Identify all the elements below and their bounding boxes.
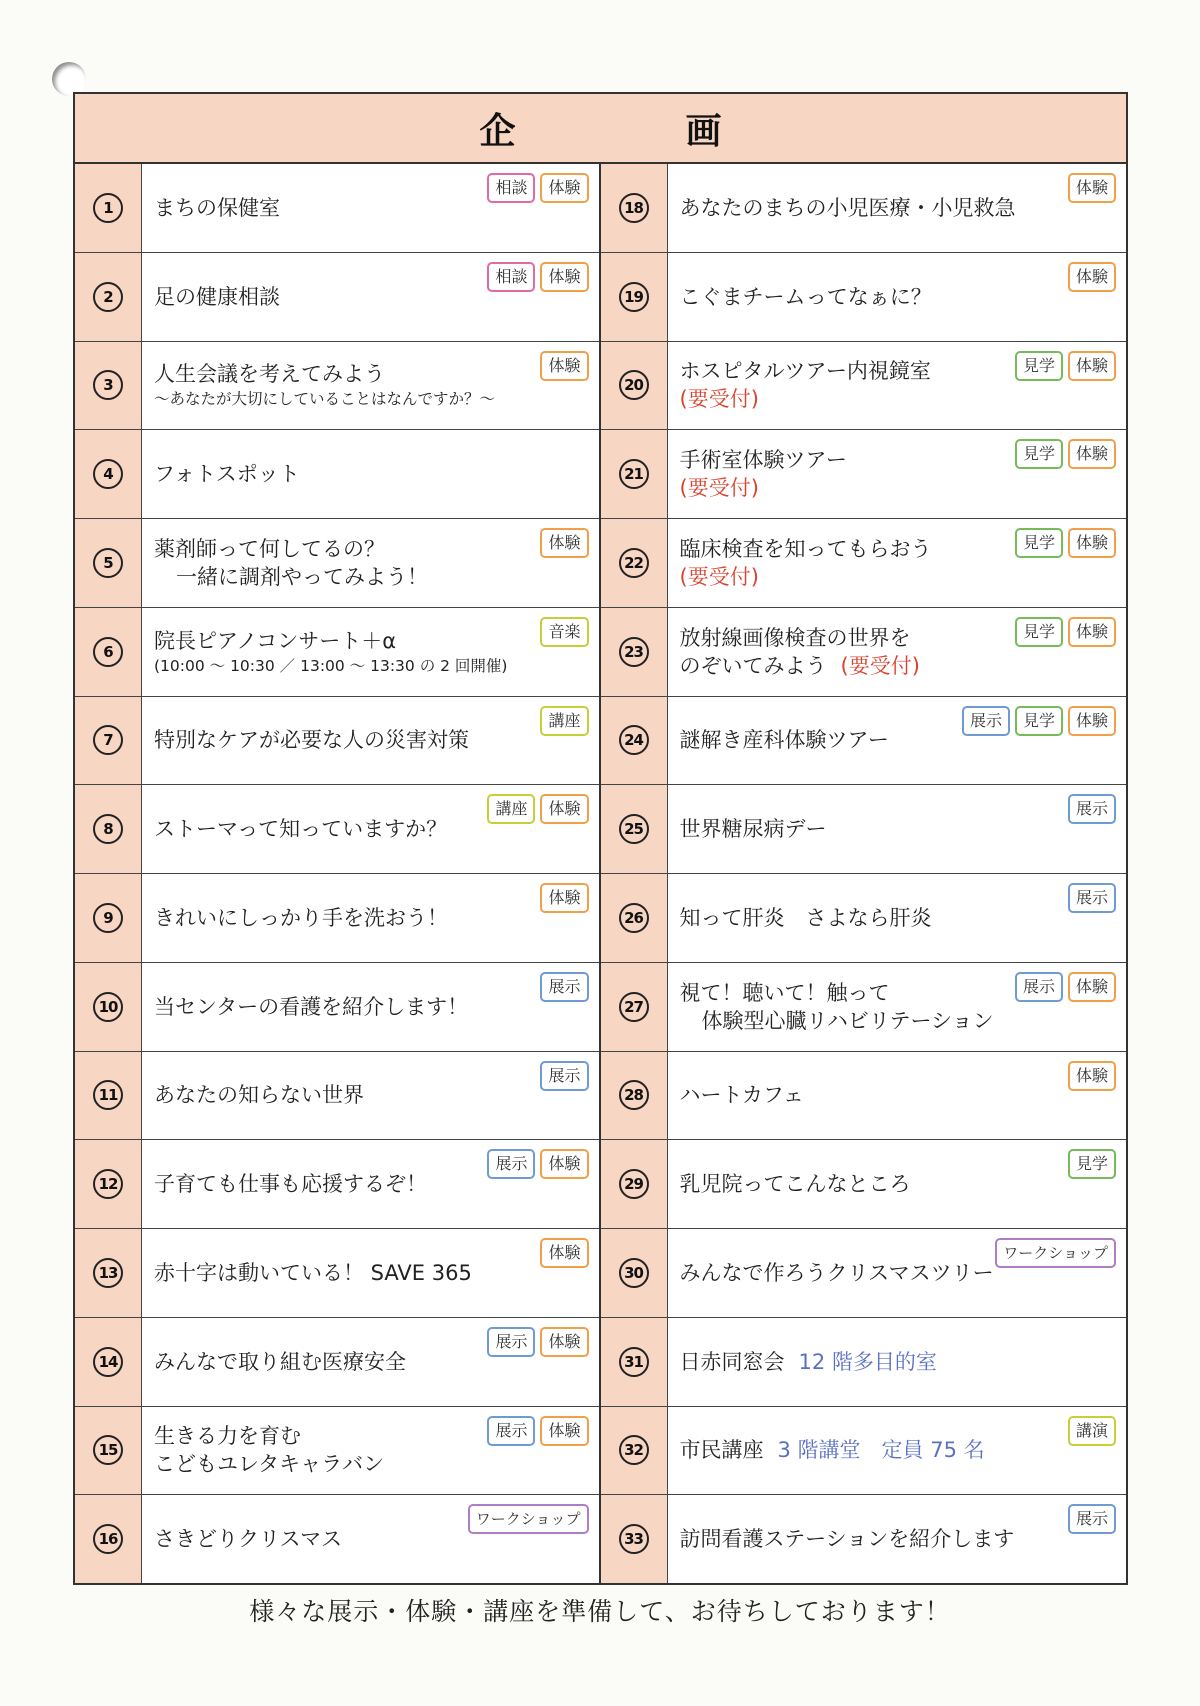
row-content bbox=[668, 1229, 1127, 1317]
row-number-cell bbox=[75, 164, 142, 252]
tag-group bbox=[540, 528, 588, 558]
category-tag: 体験 bbox=[1068, 262, 1116, 292]
tag-group bbox=[1068, 1504, 1116, 1534]
row-line bbox=[154, 535, 587, 563]
category-tag: 相談 bbox=[487, 173, 535, 203]
row-text: 臨床検査を知ってもらおう bbox=[679, 536, 932, 561]
row-text: 一緒に調剤やってみよう！ bbox=[176, 564, 428, 589]
category-tag: 音楽 bbox=[540, 617, 588, 647]
tag-group bbox=[487, 1149, 588, 1179]
row-content bbox=[668, 253, 1127, 341]
location-note: 12 階多目的室 bbox=[798, 1349, 937, 1374]
program-row bbox=[601, 164, 1127, 253]
program-row bbox=[75, 519, 599, 608]
tag-group bbox=[995, 1238, 1116, 1268]
row-text: 市民講座 bbox=[679, 1438, 764, 1463]
tag-group bbox=[1068, 883, 1116, 913]
program-row bbox=[75, 785, 599, 874]
row-line bbox=[680, 904, 1115, 932]
punch-hole bbox=[52, 62, 86, 96]
row-line bbox=[680, 1525, 1115, 1553]
row-text: 足の健康相談 bbox=[154, 284, 280, 309]
program-row bbox=[601, 874, 1127, 963]
row-number: 14 bbox=[93, 1347, 123, 1377]
row-number-cell bbox=[75, 963, 142, 1051]
row-line bbox=[680, 563, 1115, 591]
row-line bbox=[154, 1450, 587, 1478]
category-tag: 体験 bbox=[540, 351, 588, 381]
category-tag: 体験 bbox=[1068, 439, 1116, 469]
row-text: 体験型心臓リハビリテーション bbox=[701, 1008, 994, 1033]
tag-group bbox=[962, 706, 1116, 736]
row-text: 人生会議を考えてみよう bbox=[154, 362, 385, 387]
header-char-1: 企 bbox=[479, 110, 516, 152]
tag-group bbox=[540, 351, 588, 381]
row-number: 7 bbox=[93, 725, 123, 755]
program-row bbox=[75, 963, 599, 1052]
row-number-cell bbox=[75, 1052, 142, 1140]
row-number-cell bbox=[75, 253, 142, 341]
row-content bbox=[142, 164, 599, 252]
row-text: あなたの知らない世界 bbox=[154, 1083, 364, 1108]
category-tag: 講座 bbox=[487, 794, 535, 824]
row-line bbox=[154, 627, 587, 655]
row-text: あなたのまちの小児医療・小児救急 bbox=[679, 195, 1016, 220]
tag-group bbox=[487, 794, 588, 824]
tag-group bbox=[1015, 617, 1116, 647]
tag-group bbox=[540, 617, 588, 647]
row-number-cell bbox=[75, 697, 142, 785]
category-tag: 講演 bbox=[1068, 1416, 1116, 1446]
row-line bbox=[680, 652, 1115, 680]
row-content bbox=[668, 430, 1127, 518]
category-tag: 体験 bbox=[540, 883, 588, 913]
row-number-cell bbox=[75, 430, 142, 518]
program-row bbox=[601, 697, 1127, 786]
row-number: 6 bbox=[93, 637, 123, 667]
category-tag: 見学 bbox=[1015, 439, 1063, 469]
row-text: 〜あなたが大切にしていることはなんですか？〜 bbox=[154, 390, 496, 409]
category-tag: 見学 bbox=[1015, 528, 1063, 558]
category-tag: ワークショップ bbox=[995, 1238, 1116, 1268]
row-number: 31 bbox=[619, 1347, 649, 1377]
row-number-cell bbox=[75, 1140, 142, 1228]
tag-group bbox=[1068, 1149, 1116, 1179]
row-number-cell bbox=[75, 1229, 142, 1317]
row-number: 23 bbox=[619, 637, 649, 667]
tag-group bbox=[468, 1504, 589, 1534]
category-tag: 体験 bbox=[540, 1416, 588, 1446]
program-row bbox=[75, 1495, 599, 1583]
tag-group bbox=[1015, 972, 1116, 1002]
row-line bbox=[154, 360, 587, 388]
category-tag: 展示 bbox=[962, 706, 1010, 736]
category-tag: 展示 bbox=[487, 1149, 535, 1179]
category-tag: 体験 bbox=[540, 794, 588, 824]
tag-group bbox=[540, 706, 588, 736]
row-number: 22 bbox=[619, 548, 649, 578]
row-content bbox=[668, 1495, 1127, 1583]
program-row bbox=[601, 1052, 1127, 1141]
row-text: ホスピタルツアー内視鏡室 bbox=[679, 359, 931, 384]
row-content bbox=[142, 1229, 599, 1317]
category-tag: 展示 bbox=[1068, 1504, 1116, 1534]
row-number: 2 bbox=[93, 282, 123, 312]
row-line bbox=[680, 474, 1115, 502]
row-number: 15 bbox=[93, 1435, 123, 1465]
program-row bbox=[75, 1140, 599, 1229]
program-row bbox=[75, 608, 599, 697]
row-number-cell bbox=[601, 1229, 668, 1317]
row-content bbox=[142, 519, 599, 607]
row-number-cell bbox=[75, 608, 142, 696]
row-number-cell bbox=[75, 519, 142, 607]
row-number: 20 bbox=[619, 370, 649, 400]
category-tag: 体験 bbox=[1068, 617, 1116, 647]
tag-group bbox=[1015, 528, 1116, 558]
location-note: 3 階講堂 定員 75 名 bbox=[777, 1438, 985, 1463]
row-text: 世界糖尿病デー bbox=[679, 817, 827, 842]
row-text: 特別なケアが必要な人の災害対策 bbox=[154, 728, 469, 753]
program-row bbox=[601, 1495, 1127, 1583]
row-content bbox=[142, 342, 599, 430]
row-text: 日赤同窓会 bbox=[679, 1349, 785, 1374]
row-line bbox=[154, 460, 587, 488]
row-number: 28 bbox=[619, 1080, 649, 1110]
row-number-cell bbox=[75, 1318, 142, 1406]
row-number-cell bbox=[75, 1495, 142, 1583]
category-tag: 体験 bbox=[1068, 351, 1116, 381]
row-text: 当センターの看護を紹介します！ bbox=[154, 994, 469, 1019]
tag-group bbox=[487, 1416, 588, 1446]
row-number-cell bbox=[75, 342, 142, 430]
reservation-note: (要受付) bbox=[679, 476, 759, 501]
row-content bbox=[668, 963, 1127, 1051]
row-content bbox=[668, 1140, 1127, 1228]
row-content bbox=[142, 785, 599, 873]
program-row bbox=[601, 253, 1127, 342]
row-text: 知って肝炎 さよなら肝炎 bbox=[679, 905, 932, 930]
row-number: 21 bbox=[619, 459, 649, 489]
row-text: 子育ても仕事も応援するぞ！ bbox=[154, 1172, 427, 1197]
row-line bbox=[680, 1007, 1115, 1035]
category-tag: 体験 bbox=[540, 173, 588, 203]
row-text: 訪問看護ステーションを紹介します bbox=[679, 1527, 1015, 1552]
row-text: きれいにしっかり手を洗おう！ bbox=[154, 905, 448, 930]
program-row bbox=[75, 1407, 599, 1496]
row-line bbox=[154, 1259, 587, 1287]
row-text: こどもユレタキャラバン bbox=[154, 1452, 385, 1477]
category-tag: ワークショップ bbox=[468, 1504, 589, 1534]
row-content bbox=[142, 1407, 599, 1495]
row-content bbox=[668, 1318, 1127, 1406]
program-row bbox=[601, 519, 1127, 608]
row-line bbox=[680, 815, 1115, 843]
category-tag: 見学 bbox=[1015, 617, 1063, 647]
table-header bbox=[75, 94, 1126, 164]
reservation-note: (要受付) bbox=[679, 564, 759, 589]
row-text: みんなで取り組む医療安全 bbox=[154, 1349, 406, 1374]
program-row bbox=[75, 1318, 599, 1407]
row-text: 謎解き産科体験ツアー bbox=[679, 728, 889, 753]
row-number: 5 bbox=[93, 548, 123, 578]
category-tag: 体験 bbox=[540, 528, 588, 558]
tag-group bbox=[1068, 1416, 1116, 1446]
program-row bbox=[75, 430, 599, 519]
row-number: 10 bbox=[93, 992, 123, 1022]
row-content bbox=[142, 963, 599, 1051]
row-text: ストーマって知っていますか？ bbox=[154, 817, 448, 842]
row-number-cell bbox=[601, 1140, 668, 1228]
row-number: 19 bbox=[619, 282, 649, 312]
category-tag: 展示 bbox=[1068, 883, 1116, 913]
row-content bbox=[142, 430, 599, 518]
row-line bbox=[154, 1081, 587, 1109]
category-tag: 講座 bbox=[540, 706, 588, 736]
tag-group bbox=[1015, 351, 1116, 381]
row-number-cell bbox=[601, 1407, 668, 1495]
category-tag: 体験 bbox=[540, 262, 588, 292]
row-text: のぞいてみよう bbox=[679, 653, 827, 678]
row-number-cell bbox=[601, 697, 668, 785]
row-number-cell bbox=[601, 963, 668, 1051]
row-number: 24 bbox=[619, 725, 649, 755]
row-number: 26 bbox=[619, 903, 649, 933]
row-line bbox=[680, 1436, 1115, 1464]
program-row bbox=[75, 1229, 599, 1318]
category-tag: 展示 bbox=[540, 1061, 588, 1091]
category-tag: 体験 bbox=[1068, 706, 1116, 736]
category-tag: 体験 bbox=[540, 1327, 588, 1357]
row-line bbox=[154, 388, 587, 410]
left-column bbox=[75, 164, 601, 1583]
row-number: 27 bbox=[619, 992, 649, 1022]
row-number: 11 bbox=[93, 1080, 123, 1110]
row-line bbox=[680, 385, 1115, 413]
program-row bbox=[75, 874, 599, 963]
row-number-cell bbox=[601, 430, 668, 518]
row-number: 18 bbox=[619, 193, 649, 223]
row-content bbox=[668, 785, 1127, 873]
tag-group bbox=[487, 173, 588, 203]
program-row bbox=[601, 1140, 1127, 1229]
row-number-cell bbox=[601, 519, 668, 607]
row-number-cell bbox=[601, 785, 668, 873]
program-row bbox=[601, 608, 1127, 697]
program-row bbox=[601, 963, 1127, 1052]
row-number: 13 bbox=[93, 1258, 123, 1288]
row-number-cell bbox=[75, 1407, 142, 1495]
row-line bbox=[154, 726, 587, 754]
footer-message: 様々な展示・体験・講座を準備して、お待ちしております！ bbox=[249, 1597, 951, 1626]
category-tag: 展示 bbox=[487, 1327, 535, 1357]
row-line bbox=[154, 904, 587, 932]
program-row bbox=[75, 342, 599, 431]
row-text: 院長ピアノコンサート＋α bbox=[154, 628, 397, 653]
header-char-2: 画 bbox=[685, 110, 722, 152]
row-content bbox=[142, 874, 599, 962]
row-number: 9 bbox=[93, 903, 123, 933]
row-number-cell bbox=[601, 1318, 668, 1406]
row-number: 1 bbox=[93, 193, 123, 223]
category-tag: 体験 bbox=[1068, 173, 1116, 203]
row-text: 乳児院ってこんなところ bbox=[679, 1172, 911, 1197]
program-row bbox=[601, 1407, 1127, 1496]
program-row bbox=[75, 1052, 599, 1141]
program-row bbox=[75, 697, 599, 786]
row-text: こぐまチームってなぁに？ bbox=[679, 284, 932, 309]
row-number: 12 bbox=[93, 1169, 123, 1199]
row-number: 16 bbox=[93, 1524, 123, 1554]
row-content bbox=[142, 1318, 599, 1406]
row-number: 25 bbox=[619, 814, 649, 844]
program-row bbox=[75, 253, 599, 342]
row-number: 29 bbox=[619, 1169, 649, 1199]
row-content bbox=[142, 1495, 599, 1583]
row-text: 視て！聴いて！触って bbox=[679, 980, 890, 1005]
category-tag: 見学 bbox=[1015, 351, 1063, 381]
row-number: 32 bbox=[619, 1435, 649, 1465]
row-number-cell bbox=[601, 1495, 668, 1583]
row-line bbox=[154, 993, 587, 1021]
row-text: 生きる力を育む bbox=[154, 1424, 301, 1449]
row-text: まちの保健室 bbox=[154, 195, 280, 220]
tag-group bbox=[487, 1327, 588, 1357]
row-content bbox=[668, 519, 1127, 607]
reservation-note: (要受付) bbox=[679, 387, 759, 412]
tag-group bbox=[1068, 1061, 1116, 1091]
program-row bbox=[601, 342, 1127, 431]
row-number-cell bbox=[601, 874, 668, 962]
row-number-cell bbox=[601, 608, 668, 696]
row-line bbox=[680, 1348, 1115, 1376]
row-line bbox=[680, 194, 1115, 222]
row-content bbox=[668, 1407, 1127, 1495]
program-row bbox=[601, 785, 1127, 874]
reservation-note: (要受付) bbox=[840, 653, 920, 678]
row-text: フォトスポット bbox=[154, 462, 300, 487]
category-tag: 展示 bbox=[487, 1416, 535, 1446]
program-row bbox=[601, 1318, 1127, 1407]
tag-group bbox=[540, 1061, 588, 1091]
category-tag: 体験 bbox=[1068, 972, 1116, 1002]
tag-group bbox=[540, 972, 588, 1002]
row-content bbox=[142, 697, 599, 785]
tag-group bbox=[540, 883, 588, 913]
row-number: 8 bbox=[93, 814, 123, 844]
right-column bbox=[601, 164, 1127, 1583]
category-tag: 見学 bbox=[1015, 706, 1063, 736]
row-text: 手術室体験ツアー bbox=[679, 448, 847, 473]
tag-group bbox=[1068, 173, 1116, 203]
row-number-cell bbox=[75, 785, 142, 873]
tag-group bbox=[1068, 794, 1116, 824]
tag-group bbox=[487, 262, 588, 292]
row-content bbox=[142, 1052, 599, 1140]
row-content bbox=[668, 697, 1127, 785]
row-number-cell bbox=[601, 253, 668, 341]
row-line bbox=[154, 563, 587, 591]
row-content bbox=[668, 1052, 1127, 1140]
row-text: さきどりクリスマス bbox=[154, 1527, 343, 1552]
program-grid bbox=[75, 164, 1126, 1583]
category-tag: 見学 bbox=[1068, 1149, 1116, 1179]
program-table bbox=[73, 92, 1128, 1585]
row-number: 4 bbox=[93, 459, 123, 489]
row-line bbox=[680, 1170, 1115, 1198]
category-tag: 体験 bbox=[1068, 528, 1116, 558]
program-row bbox=[75, 164, 599, 253]
category-tag: 相談 bbox=[487, 262, 535, 292]
category-tag: 展示 bbox=[1068, 794, 1116, 824]
row-number-cell bbox=[75, 874, 142, 962]
program-row bbox=[601, 430, 1127, 519]
row-number-cell bbox=[601, 164, 668, 252]
row-line bbox=[154, 655, 587, 677]
tag-group bbox=[540, 1238, 588, 1268]
row-content bbox=[668, 164, 1127, 252]
category-tag: 体験 bbox=[540, 1238, 588, 1268]
row-content bbox=[668, 608, 1127, 696]
row-text: 放射線画像検査の世界を bbox=[679, 625, 911, 650]
row-text: (10:00 〜 10:30 ／ 13:00 〜 13:30 の 2 回開催) bbox=[154, 656, 508, 675]
row-number: 3 bbox=[93, 370, 123, 400]
category-tag: 体験 bbox=[1068, 1061, 1116, 1091]
category-tag: 展示 bbox=[1015, 972, 1063, 1002]
category-tag: 体験 bbox=[540, 1149, 588, 1179]
row-number: 33 bbox=[619, 1524, 649, 1554]
row-text: みんなで作ろうクリスマスツリー bbox=[679, 1260, 994, 1285]
row-content bbox=[142, 253, 599, 341]
row-text: ハートカフェ bbox=[679, 1083, 804, 1108]
category-tag: 展示 bbox=[540, 972, 588, 1002]
row-content bbox=[142, 608, 599, 696]
row-text: 赤十字は動いている！ SAVE 365 bbox=[154, 1260, 472, 1285]
row-line bbox=[680, 1081, 1115, 1109]
program-row bbox=[601, 1229, 1127, 1318]
row-line bbox=[680, 283, 1115, 311]
row-text: 薬剤師って何してるの？ bbox=[154, 536, 385, 561]
tag-group bbox=[1015, 439, 1116, 469]
tag-group bbox=[1068, 262, 1116, 292]
row-content bbox=[668, 342, 1127, 430]
row-number-cell bbox=[601, 342, 668, 430]
row-content bbox=[142, 1140, 599, 1228]
row-number: 30 bbox=[619, 1258, 649, 1288]
row-number-cell bbox=[601, 1052, 668, 1140]
row-content bbox=[668, 874, 1127, 962]
